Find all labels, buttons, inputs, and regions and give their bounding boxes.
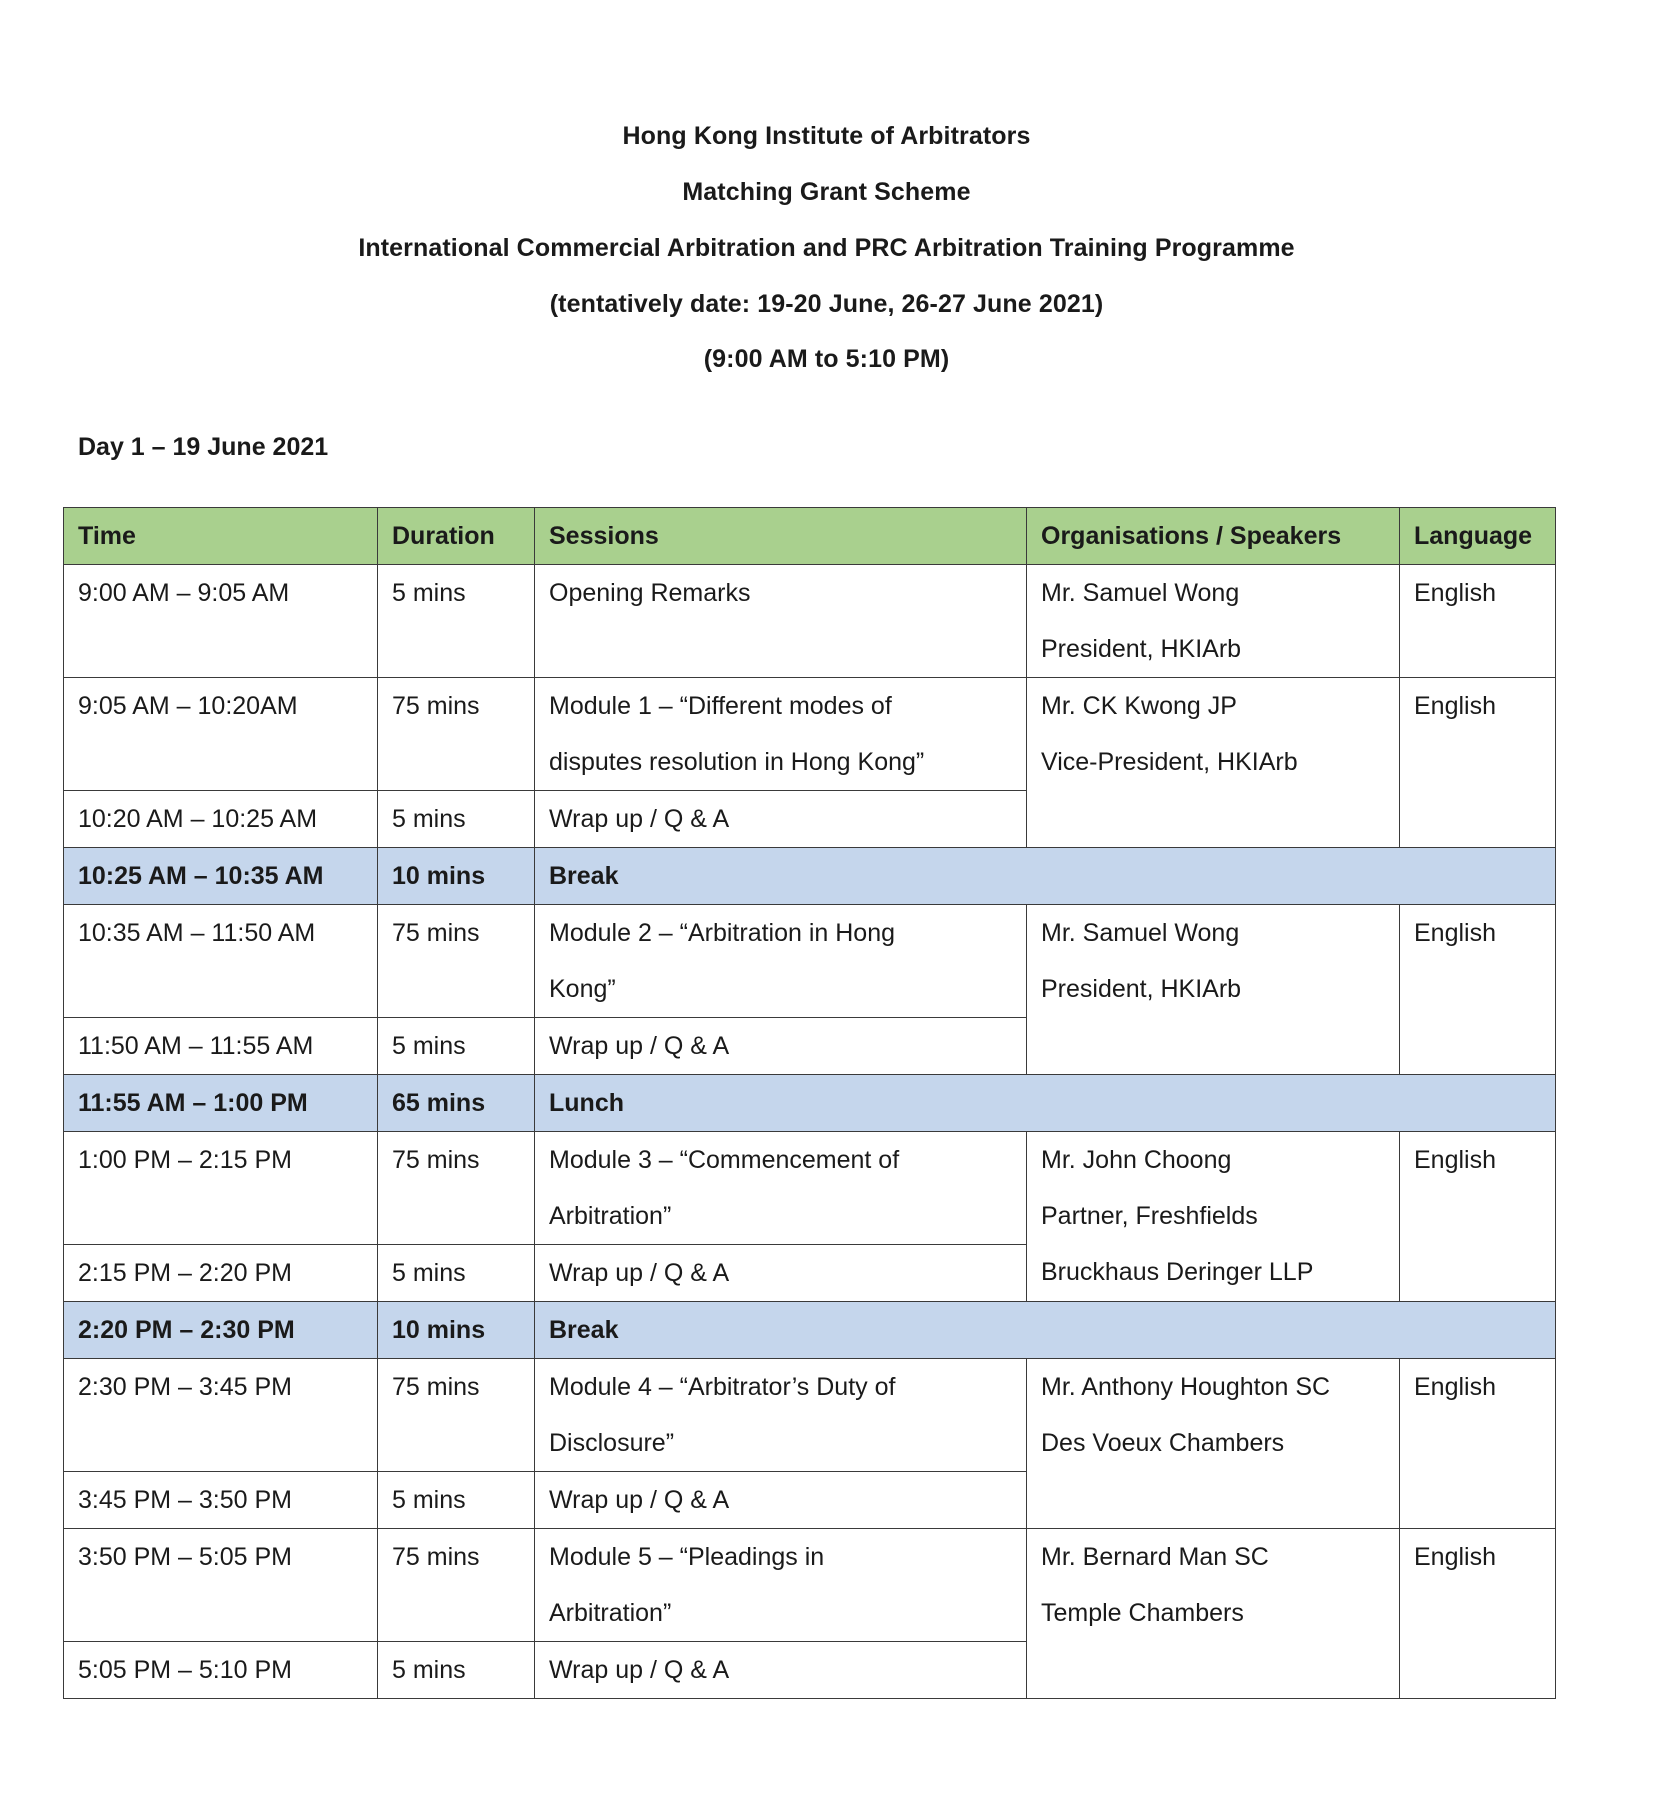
speaker-name: Mr. CK Kwong JP	[1041, 692, 1237, 720]
column-header-language: Language	[1400, 508, 1556, 565]
session-cell	[535, 1529, 1027, 1642]
column-header-speakers: Organisations / Speakers	[1027, 508, 1400, 565]
table-row	[64, 678, 1556, 791]
session-line: Wrap up / Q & A	[549, 1656, 730, 1684]
speaker-title: Des Voeux Chambers	[1041, 1429, 1285, 1457]
duration-cell: 5 mins	[378, 1472, 535, 1529]
session-line: Wrap up / Q & A	[549, 1259, 730, 1287]
session-cell	[535, 1132, 1027, 1245]
session-line: Module 2 – “Arbitration in Hong	[549, 919, 896, 947]
programme-dates: (tentatively date: 19-20 June, 26-27 June 2021)	[549, 290, 1104, 318]
table-header-row	[64, 508, 1556, 565]
duration-cell: 5 mins	[378, 791, 535, 848]
session-line: Arbitration”	[549, 1202, 672, 1230]
language-cell: English	[1400, 905, 1556, 1075]
table-row	[64, 565, 1556, 678]
speakers-cell	[1027, 905, 1400, 1075]
time-cell: 2:30 PM – 3:45 PM	[64, 1359, 378, 1472]
language-cell: English	[1400, 1359, 1556, 1529]
table-row	[64, 1529, 1556, 1642]
session-line: Arbitration”	[549, 1599, 672, 1627]
day-title: Day 1 – 19 June 2021	[78, 433, 329, 461]
speaker-title: President, HKIArb	[1041, 975, 1242, 1003]
session-cell	[535, 1642, 1027, 1699]
session-cell	[535, 565, 1027, 678]
session-line: Lunch	[549, 1089, 624, 1117]
language-cell: English	[1400, 1529, 1556, 1699]
session-line: Module 3 – “Commencement of	[549, 1146, 900, 1174]
time-cell: 10:35 AM – 11:50 AM	[64, 905, 378, 1018]
duration-cell: 75 mins	[378, 1132, 535, 1245]
session-cell	[535, 1245, 1027, 1302]
programme-title: International Commercial Arbitration and PRC Arbitration Training Programme	[358, 234, 1295, 262]
language-cell: English	[1400, 565, 1556, 678]
speakers-cell	[1027, 678, 1400, 848]
break-row	[64, 1302, 1556, 1359]
session-line: Module 5 – “Pleadings in	[549, 1543, 825, 1571]
session-cell	[535, 1359, 1027, 1472]
session-line: Wrap up / Q & A	[549, 1032, 730, 1060]
session-line: Break	[549, 862, 619, 890]
time-cell: 2:15 PM – 2:20 PM	[64, 1245, 378, 1302]
break-row	[64, 848, 1556, 905]
session-line: Wrap up / Q & A	[549, 1486, 730, 1514]
time-cell: 11:50 AM – 11:55 AM	[64, 1018, 378, 1075]
speaker-title: President, HKIArb	[1041, 635, 1242, 663]
time-cell: 10:25 AM – 10:35 AM	[64, 848, 378, 905]
duration-cell: 5 mins	[378, 1018, 535, 1075]
session-cell	[535, 905, 1027, 1018]
speaker-name: Mr. Anthony Houghton SC	[1041, 1373, 1331, 1401]
session-line: Module 1 – “Different modes of	[549, 692, 892, 720]
column-header-duration: Duration	[378, 508, 535, 565]
language-cell: English	[1400, 678, 1556, 848]
duration-cell: 65 mins	[378, 1075, 535, 1132]
speaker-title: Vice-President, HKIArb	[1041, 748, 1298, 776]
table-row	[64, 905, 1556, 1018]
session-cell	[535, 1472, 1027, 1529]
session-cell	[535, 791, 1027, 848]
duration-cell: 10 mins	[378, 1302, 535, 1359]
duration-cell: 75 mins	[378, 1529, 535, 1642]
time-cell: 3:45 PM – 3:50 PM	[64, 1472, 378, 1529]
time-cell: 10:20 AM – 10:25 AM	[64, 791, 378, 848]
session-cell	[535, 1018, 1027, 1075]
session-line: Break	[549, 1316, 619, 1344]
column-header-sessions: Sessions	[535, 508, 1027, 565]
duration-cell: 5 mins	[378, 1642, 535, 1699]
time-cell: 11:55 AM – 1:00 PM	[64, 1075, 378, 1132]
duration-cell: 75 mins	[378, 1359, 535, 1472]
session-cell	[535, 848, 1556, 905]
speaker-name: Mr. John Choong	[1041, 1146, 1232, 1174]
speaker-title: Bruckhaus Deringer LLP	[1041, 1258, 1314, 1286]
session-line: Disclosure”	[549, 1429, 675, 1457]
time-cell: 1:00 PM – 2:15 PM	[64, 1132, 378, 1245]
duration-cell: 75 mins	[378, 905, 535, 1018]
session-line: Kong”	[549, 975, 616, 1003]
session-line: Module 4 – “Arbitrator’s Duty of	[549, 1373, 896, 1401]
speakers-cell	[1027, 1132, 1400, 1302]
speaker-name: Mr. Samuel Wong	[1041, 919, 1240, 947]
session-cell	[535, 1302, 1556, 1359]
speaker-title: Partner, Freshfields	[1041, 1202, 1258, 1230]
speaker-name: Mr. Bernard Man SC	[1041, 1543, 1269, 1571]
session-cell	[535, 678, 1027, 791]
session-cell	[535, 1075, 1556, 1132]
table-row	[64, 1359, 1556, 1472]
speaker-title: Temple Chambers	[1041, 1599, 1244, 1627]
time-cell: 3:50 PM – 5:05 PM	[64, 1529, 378, 1642]
time-cell: 2:20 PM – 2:30 PM	[64, 1302, 378, 1359]
session-line: Wrap up / Q & A	[549, 805, 730, 833]
time-cell: 9:05 AM – 10:20AM	[64, 678, 378, 791]
speaker-name: Mr. Samuel Wong	[1041, 579, 1240, 607]
org-title: Hong Kong Institute of Arbitrators	[622, 122, 1031, 150]
speakers-cell	[1027, 565, 1400, 678]
session-line: disputes resolution in Hong Kong”	[549, 748, 925, 776]
duration-cell: 10 mins	[378, 848, 535, 905]
time-cell: 9:00 AM – 9:05 AM	[64, 565, 378, 678]
duration-cell: 75 mins	[378, 678, 535, 791]
schedule-table	[63, 507, 1556, 1699]
programme-hours: (9:00 AM to 5:10 PM)	[703, 345, 950, 373]
language-cell: English	[1400, 1132, 1556, 1302]
break-row	[64, 1075, 1556, 1132]
speakers-cell	[1027, 1359, 1400, 1529]
time-cell: 5:05 PM – 5:10 PM	[64, 1642, 378, 1699]
duration-cell: 5 mins	[378, 1245, 535, 1302]
duration-cell: 5 mins	[378, 565, 535, 678]
session-line: Opening Remarks	[549, 579, 751, 607]
speakers-cell	[1027, 1529, 1400, 1699]
scheme-title: Matching Grant Scheme	[682, 178, 971, 206]
column-header-time: Time	[64, 508, 378, 565]
table-row	[64, 1132, 1556, 1245]
